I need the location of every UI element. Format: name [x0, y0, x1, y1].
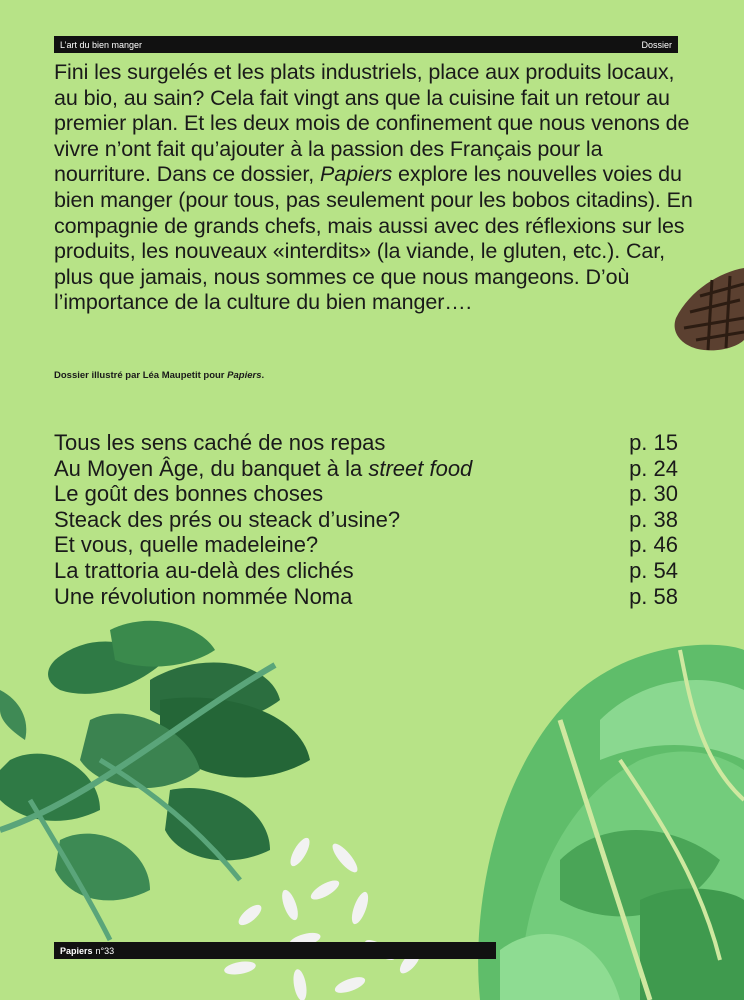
rice-illustration [223, 835, 423, 1000]
toc-item-title: Steack des prés ou steack d’usine? [54, 506, 401, 532]
toc-item-page: p. 46 [629, 532, 678, 558]
toc-title-italic: street food [368, 455, 473, 481]
running-footer [54, 942, 496, 959]
toc-item[interactable] [54, 481, 678, 507]
toc-item[interactable] [54, 584, 678, 610]
toc-item-page: p. 38 [629, 506, 678, 532]
toc-item[interactable] [54, 532, 678, 558]
toc-item-page: p. 58 [629, 583, 678, 609]
illustration-credit [54, 370, 264, 381]
intro-paragraph [54, 60, 694, 316]
toc-item[interactable] [54, 430, 678, 456]
toc-item-page: p. 24 [629, 455, 678, 481]
herbs-illustration [0, 621, 310, 940]
intro-magazine-name: Papiers [319, 162, 393, 187]
toc-item[interactable] [54, 456, 678, 482]
toc-item-title: Une révolution nommée Noma [54, 583, 353, 609]
intro-text-part: Fini les surgelés et les plats industriels, place aux produits locaux, au bio, au sain? Cela fait vingt ans que la cuisine fait un retour au premier plan. Et les deux mois de confinement que nous venons de vivre n’ont fait qu’ajouter à la passion des Français pour la nourriture. Dans ce dossier, [54, 60, 690, 187]
credit-text: Dossier illustré par Léa Maupetit pour [54, 370, 228, 381]
footer-issue: n°33 [95, 945, 115, 956]
toc-title-part: Au Moyen Âge, du banquet à la [54, 455, 369, 481]
toc-item-page: p. 54 [629, 557, 678, 583]
toc-item-title: Tous les sens caché de nos repas [54, 430, 386, 455]
footer-brand: Papiers [60, 945, 93, 956]
lettuce-illustration [478, 645, 744, 1000]
toc-item[interactable] [54, 507, 678, 533]
toc-item-title: Et vous, quelle madeleine? [54, 532, 319, 558]
credit-magazine-name: Papiers [227, 370, 262, 381]
table-of-contents [54, 430, 678, 609]
section-label: Dossier [641, 39, 672, 50]
toc-item[interactable] [54, 558, 678, 584]
intro-text-part: explore les nouvelles voies du bien manger (pour tous, pas seulement pour les bobos citadins). En compagnie de grands chefs, mais aussi avec des réflexions sur les produits, les nouveaux «interdits» (la viande, le gluten, etc.). Car, plus que jamais, nous sommes ce que nous mangeons. D’où l’importance de la culture du bien manger…. [54, 162, 693, 315]
toc-item-title [54, 456, 472, 482]
toc-item-page: p. 15 [629, 430, 678, 455]
toc-item-title: La trattoria au-delà des clichés [54, 557, 354, 583]
running-header [54, 36, 678, 53]
toc-item-title: Le goût des bonnes choses [54, 481, 324, 507]
section-title: L’art du bien manger [60, 39, 143, 50]
credit-text: . [261, 370, 265, 381]
toc-item-page: p. 30 [629, 481, 678, 507]
